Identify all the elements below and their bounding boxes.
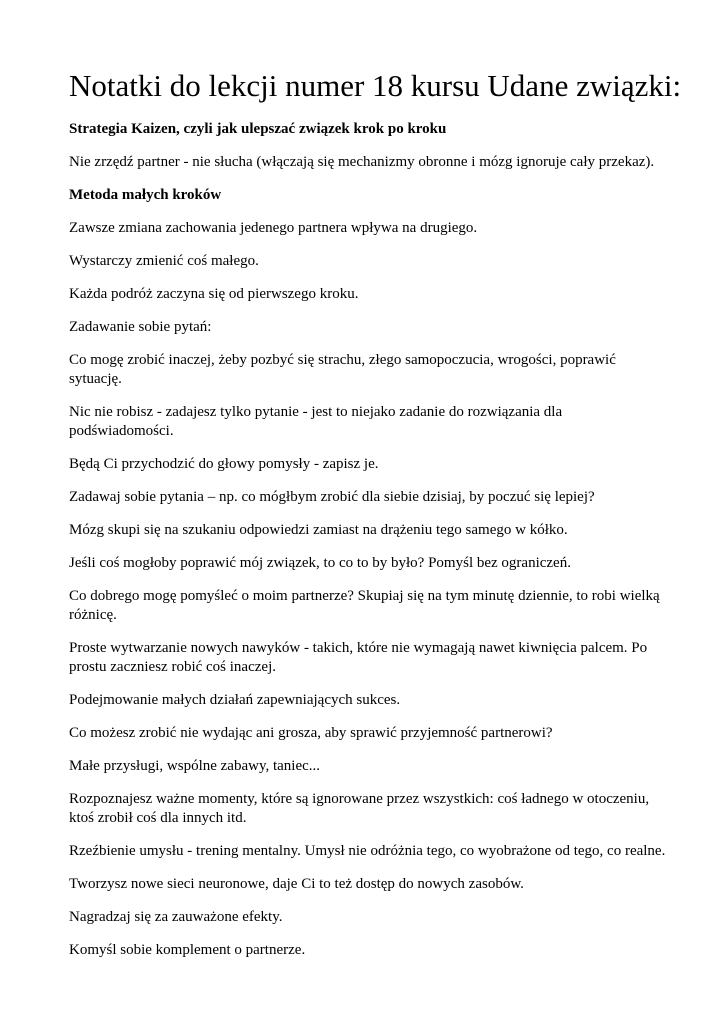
paragraph: Zadawanie sobie pytań: (69, 319, 212, 335)
paragraph: Zadawaj sobie pytania – np. co mógłbym zrobić dla siebie dzisiaj, by poczuć się lepiej? (69, 489, 595, 505)
paragraph: Co możesz zrobić nie wydając ani grosza, aby sprawić przyjemność partnerowi? (69, 725, 553, 741)
paragraph: Co dobrego mogę pomyśleć o moim partnerze? Skupiaj się na tym minutę dziennie, to robi wielką różnicę. (69, 588, 660, 623)
document-body (69, 120, 669, 960)
paragraph: Tworzysz nowe sieci neuronowe, daje Ci to też dostęp do nowych zasobów. (69, 876, 524, 892)
paragraph: Rozpoznajesz ważne momenty, które są ignorowane przez wszystkich: coś ładnego w otoczeniu, ktoś zrobił coś dla innych itd. (69, 791, 650, 826)
section-heading: Strategia Kaizen, czyli jak ulepszać związek krok po kroku (69, 121, 447, 137)
paragraph: Nagradzaj się za zauważone efekty. (69, 909, 283, 925)
paragraph: Nic nie robisz - zadajesz tylko pytanie - jest to niejako zadanie do rozwiązania dla podświadomości. (69, 404, 563, 439)
paragraph: Proste wytwarzanie nowych nawyków - takich, które nie wymagają nawet kiwnięcia palcem. Po prostu zaczniesz robić coś inaczej. (69, 640, 648, 675)
paragraph: Będą Ci przychodzić do głowy pomysły - zapisz je. (69, 456, 379, 472)
paragraph: Co mogę zrobić inaczej, żeby pozbyć się strachu, złego samopoczucia, wrogości, poprawić sytuację. (69, 352, 616, 387)
paragraph: Małe przysługi, wspólne zabawy, taniec... (69, 758, 321, 774)
paragraph: Zawsze zmiana zachowania jedenego partnera wpływa na drugiego. (69, 220, 478, 236)
document-title: Notatki do lekcji numer 18 kursu Udane związki: (69, 68, 682, 103)
paragraph: Podejmowanie małych działań zapewniających sukces. (69, 692, 401, 708)
paragraph: Nie zrzędź partner - nie słucha (włączają się mechanizmy obronne i mózg ignoruje cały przekaz). (69, 154, 655, 170)
section-heading: Metoda małych kroków (69, 187, 222, 203)
paragraph: Rzeźbienie umysłu - trening mentalny. Umysł nie odróżnia tego, co wyobrażone od tego, co realne. (69, 843, 666, 859)
paragraph: Jeśli coś mogłoby poprawić mój związek, to co to by było? Pomyśl bez ograniczeń. (69, 555, 571, 571)
paragraph: Każda podróż zaczyna się od pierwszego kroku. (69, 286, 359, 302)
document-page (69, 66, 682, 974)
paragraph: Komyśl sobie komplement o partnerze. (69, 942, 306, 958)
paragraph: Wystarczy zmienić coś małego. (69, 253, 259, 269)
paragraph: Mózg skupi się na szukaniu odpowiedzi zamiast na drążeniu tego samego w kółko. (69, 522, 568, 538)
